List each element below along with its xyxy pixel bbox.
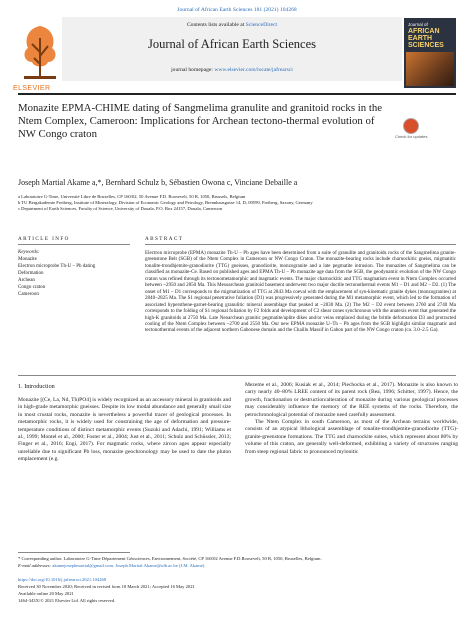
abstract-text: Electron microprobe (EPMA) monazite Th-U – Pb ages have been determined from a suite of granulite and granitoids rocks of the Sangmelima granite-greenstone Belt (SGB) of the Ntem Complex in Cameroon or NW Congo Craton. The monazite-bearing rocks include charnockitic gneiss, migmatitic tonalite-trondhjemite-granodiorite (TTG) gneisses, granodiorite, monzogranite and a late pegmatite intrusion. The monazites of Sangmelima can be classified as monazite-Ce. Based on published ages and EPMA Th-U – Pb monazite age data from the SGB, the geodynamic evolution of the NW Congo craton was refined through its tectonometamorphic and magmatic events. The major charnockitic and TTG magmatism event in Ntem Complex occurred between ~2950 and 2850 Ma. This Mesoarchean granitoid basement underwent two major ductile tectonothermal events M1 – D1 and M2 – D2. (1) The onset of M1 – D1 corresponds to the migmatization of TTG at 2843 Ma coeval with the emplacement of syn-kinematic granite dykes (monzogranites) at 2840–2825 Ma. The S1 regional penetrative foliation (D1) was progressively generated during the M1 metamorphic event, which led to the formation of associated hypersthene-garnet-bearing granulitic mineral assemblage that peaked at ~2830 Ma. (2) The M2 – D2 event between 2760 and 2740 Ma corresponds to the folding of S1 regional foliation by F2 folds and development of C2 shear zones synchronous with the anatexis event that generated the high-K granitoids at 2750 Ma. Late Neoarchean granitic pegmatite/aplite dikes and/or veins emplaced during the brittle deformation D3 and protracted cooling of the Ntem Complex between ~2700 and 2550 Ma. Our new EPMA monazite U–Th – Pb ages from the SGB highlight similar magmatic and tectonothermal events of the adjacent northern Gabonese domain and the Chaillu Massif in Gabon part of the NW Congo craton (ca. 3.0–2.5 Ga). — [145, 250, 456, 334]
cover-line-1: Journal of — [408, 22, 428, 27]
check-for-updates-icon[interactable] — [403, 118, 419, 134]
intro-right-column — [245, 382, 458, 456]
elsevier-wordmark: ELSEVIER — [13, 85, 51, 92]
paper-title: Monazite EPMA-CHIME dating of Sangmelima granulite and granitoid rocks in the Ntem Complex, Cameroon: Implications for Archean tectono-thermal evolution of NW Congo craton — [18, 102, 383, 141]
elsevier-tree-logo — [18, 18, 62, 84]
corresponding-author-note: * Corresponding author. Laboratoire G-Time Département Géosciences, Environnement, Société, CP 160/02 Avenue F.D.Roosevelt, 50 B, 1050, Bruxelles, Belgium. — [18, 556, 322, 561]
available-online: Available online 20 May 2021 — [18, 591, 74, 596]
email-addresses[interactable]: akamejosephmartial@gmail.com, Joseph.Martial.Akame@ulb.ac.be (J.M. Akame). — [52, 563, 206, 568]
cover-line-2: AFRICAN EARTH SCIENCES — [408, 28, 444, 49]
intro-right-paragraph-2: The Ntem Complex in south Cameroon, as most of the Archean terrains worldwide, consists of an atypical lithological assemblage of tonalite-trondhjemite-granodiorite (TTG)-granite-greenstone formations. The TTG and charnockite suites, which represent about 80% by volume of this craton, are generally well-deformed, exhibiting a variety of structures ranging from steep regional fabric to pronounced mylonitic — [245, 419, 458, 455]
email-label: E-mail addresses: — [18, 563, 52, 568]
keyword-item: Deformation — [18, 271, 44, 276]
doi-link[interactable]: https://doi.org/10.1016/j.jafrearsci.2021.104268 — [18, 577, 107, 582]
homepage-link[interactable]: www.elsevier.com/locate/jafrearsci — [214, 67, 293, 73]
keywords-label: Keywords: — [18, 250, 40, 255]
header-rule — [18, 93, 456, 95]
article-info-rule — [18, 244, 130, 245]
keyword-item: Electron microprobe Th-U – Pb dating — [18, 264, 96, 269]
abstract-bottom-rule — [18, 375, 456, 376]
keyword-item: Monazite — [18, 257, 37, 262]
article-info-heading: ARTICLE INFO — [18, 236, 70, 242]
keyword-item: Congo craton — [18, 285, 46, 290]
journal-reference[interactable]: Journal of African Earth Sciences 181 (2021) 104268 — [177, 7, 297, 13]
email-line — [18, 563, 458, 569]
affiliation-c: c Department of Earth Sciences, Faculty of Science, University of Douala, P.O. Box 24157, Douala, Cameroon — [18, 206, 223, 211]
contents-line — [62, 22, 402, 28]
abstract-rule — [145, 244, 456, 245]
homepage-line — [62, 67, 402, 73]
introduction-heading: 1. Introduction — [18, 383, 55, 390]
keyword-item: Archean — [18, 278, 35, 283]
abstract-heading: ABSTRACT — [145, 236, 184, 242]
intro-left-column: Monazite [(Ce, La, Nd, Th)PO4] is widely recognized as an accessory mineral in granitoids and in high-grade metamorphic gneisses. Despite its low modal abundance and generally small size in most crustal rocks, monazite is nevertheless a powerful tracer of geological processes. In metamorphic rocks, it is widely used for constraining the age of deformation and pressure-temperature conditions of distinct metamorphic events (Suzuki and Adachi, 1991; Williams et al., 1999; Montel et al., 2000; Foster et al., 2004; Just et al., 2011; Schulz and Schüssler, 2013; Finger et al., 2016; Engi, 2017). For magmatic rocks, where zircon ages appear especially unreliable due to significant Pb loss, monazite geochronology may be used to date the pluton emplacement (e.g. — [18, 397, 231, 463]
homepage-prefix: journal homepage: — [171, 67, 213, 73]
journal-name: Journal of African Earth Sciences — [148, 37, 316, 51]
intro-right-paragraph-1: Mezeme et al., 2006; Kusiak et al., 2014; Piechocka et al., 2017). Monazite is also known to carry nearly 40–80% LREE content of its parent rock (Bea, 1996; Schitter, 1997). Hence, the growth, fractionation or destruction/alteration of monazite during various geological processes may considerably influence the memory of the REE systems of the rocks. Therefore, the petrochronological potential of monazite need carefully assessment. — [245, 382, 458, 418]
keyword-item: Cameroon — [18, 292, 39, 297]
issn-copyright: 1464-343X/© 2021 Elsevier Ltd. All rights reserved. — [18, 598, 116, 603]
check-for-updates-label[interactable]: Check for updates — [395, 134, 428, 139]
sciencedirect-link[interactable]: ScienceDirect — [245, 22, 278, 28]
cover-image — [406, 52, 454, 86]
affiliation-a: a Laboratoire G-Time, Université Libre de Bruxelles, CP 160/02, 50 Avenue F.D. Roosevelt, 50 B, 1050, Brussels, Belgium — [18, 194, 246, 199]
author-list: Joseph Martial Akame a,*, Bernhard Schulz b, Sébastien Owona c, Vinciane Debaille a — [18, 178, 298, 187]
affiliation-b: b TU Bergakademie Freiberg, Institute of Mineralogy, Division of Economic Geology and Petrology, Brennhausgasse 14, D, 09599, Freiberg, Saxony, Germany — [18, 200, 313, 205]
footnote-rule — [18, 552, 130, 553]
contents-prefix: Contents lists available at — [186, 22, 245, 28]
article-history: Received 30 November 2020; Received in revised form 18 March 2021; Accepted 16 May 2021 — [18, 584, 195, 589]
